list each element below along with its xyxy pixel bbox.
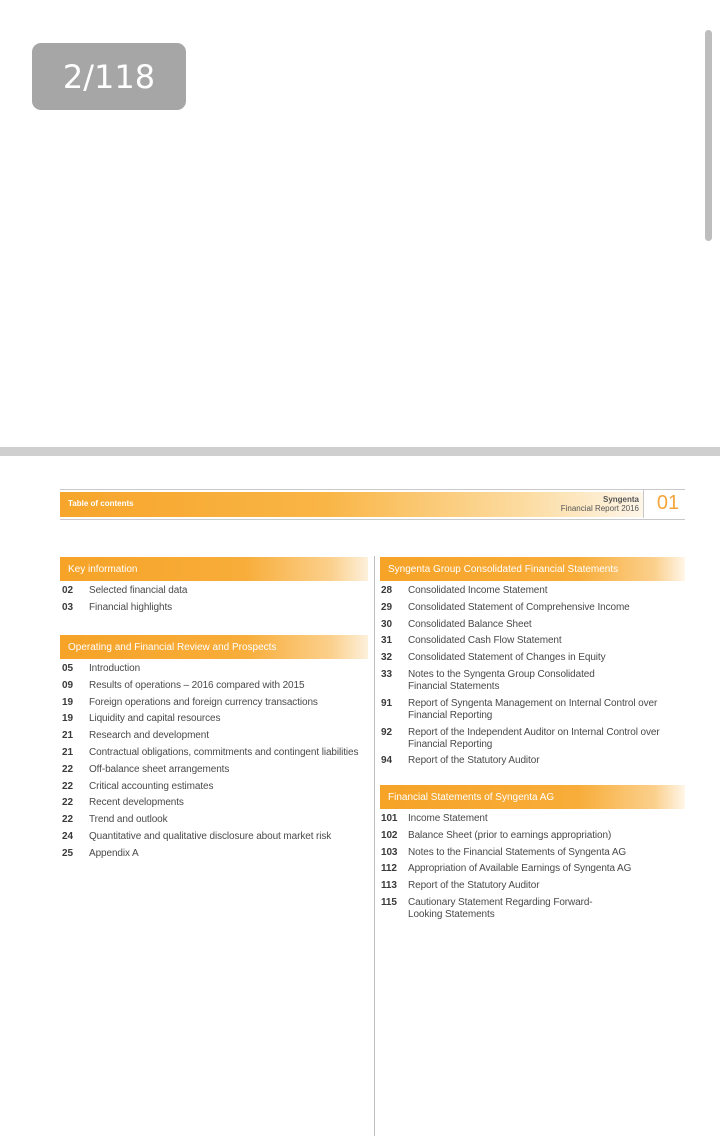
toc-entry[interactable] [381,727,681,751]
toc-entry[interactable] [381,813,681,825]
header-top-rule [60,489,685,490]
toc-page: 31 [381,635,392,647]
toc-entry[interactable] [62,730,372,742]
toc-title: Foreign operations and foreign currency transactions [89,696,318,708]
toc-title: Introduction [89,663,141,674]
toc-entry[interactable] [62,602,370,614]
toc-title: Report of the Independent Auditor on Internal Control over Financial Reporting [408,726,660,750]
toc-entry[interactable] [381,755,681,767]
toc-entry[interactable] [62,585,370,597]
toc-entry[interactable] [62,747,372,759]
toc-title: Report of the Statutory Auditor [408,880,540,892]
toc-page: 102 [381,829,398,841]
toc-title: Selected financial data [89,585,188,596]
section-title: Syngenta Group Consolidated Financial Statements [388,563,619,575]
toc-page: 02 [62,585,73,596]
toc-page: 25 [62,847,73,859]
toc-title: Notes to the Financial Statements of Syngenta AG [408,846,627,858]
toc-entry[interactable] [381,652,681,664]
header-divider [643,490,644,518]
toc-title: Consolidated Statement of Changes in Equity [408,652,606,664]
page-counter: 2/118 [32,43,186,110]
toc-entry[interactable] [381,698,681,722]
header-page-number: 01 [656,492,680,514]
page-separator [0,447,720,456]
toc-page: 113 [381,880,397,892]
toc-entry[interactable] [62,797,372,809]
toc-page: 24 [62,830,73,842]
section-title: Operating and Financial Review and Prospects [68,641,277,653]
toc-title: Trend and outlook [89,814,168,826]
toc-entry[interactable] [62,814,372,826]
toc-entry[interactable] [62,697,372,709]
toc-page: 21 [62,730,73,742]
toc-page: 30 [381,618,392,630]
toc-title: Balance Sheet (prior to earnings appropriation) [408,829,612,841]
toc-title: Notes to the Syngenta Group Consolidated Financial Statements [408,668,595,692]
toc-entry[interactable] [381,830,681,842]
toc-page: 92 [381,726,392,738]
toc-title: Contractual obligations, commitments and contingent liabilities [89,746,359,758]
toc-entry[interactable] [62,781,372,793]
brand-subtitle: Financial Report 2016 [560,504,639,513]
toc-page: 22 [62,780,73,792]
toc-page: 28 [381,585,392,596]
toc-title: Consolidated Cash Flow Statement [408,635,562,647]
toc-entry[interactable] [381,619,681,631]
toc-entry[interactable] [381,863,681,875]
brand-name: Syngenta [602,495,639,504]
toc-page: 21 [62,746,73,758]
toc-title: Report of Syngenta Management on Internal Control over Financial Reporting [408,697,658,721]
toc-list-syngenta-ag [381,813,681,926]
toc-title: Consolidated Income Statement [408,585,548,596]
toc-title: Consolidated Balance Sheet [408,618,532,630]
column-divider [374,556,375,1136]
toc-title: Appendix A [89,847,139,859]
toc-title: Cautionary Statement Regarding Forward- Looking Statements [408,896,593,920]
toc-entry[interactable] [62,764,372,776]
toc-entry[interactable] [381,880,681,892]
toc-entry[interactable] [381,847,681,859]
toc-title: Consolidated Statement of Comprehensive Income [408,601,630,613]
toc-page: 22 [62,814,73,826]
toc-title: Recent developments [89,797,184,809]
toc-title: Critical accounting estimates [89,780,214,792]
toc-page: 19 [62,696,73,708]
toc-page: 22 [62,797,73,809]
toc-title: Report of the Statutory Auditor [408,755,540,767]
toc-entry[interactable] [381,602,681,614]
section-operating-review [60,635,368,659]
toc-page: 94 [381,755,392,767]
toc-page: 91 [381,697,392,709]
section-title: Financial Statements of Syngenta AG [388,791,555,803]
toc-title: Appropriation of Available Earnings of Syngenta AG [408,863,632,875]
document-page [0,456,720,1136]
toc-title: Financial highlights [89,601,173,613]
header-band [60,492,643,517]
section-key-information [60,557,368,581]
toc-entry[interactable] [381,635,681,647]
header-bottom-rule [60,519,685,520]
toc-entry[interactable] [62,680,372,692]
toc-page: 22 [62,763,73,775]
toc-page: 103 [381,846,398,858]
toc-entry[interactable] [62,831,372,843]
toc-page: 101 [381,813,398,824]
section-title: Key information [68,563,138,575]
toc-page: 33 [381,668,392,680]
toc-page: 09 [62,679,73,691]
toc-page: 115 [381,896,397,908]
toc-title: Liquidity and capital resources [89,713,221,725]
toc-page: 32 [381,652,392,664]
toc-page: 05 [62,663,73,674]
toc-entry[interactable] [62,848,372,860]
toc-list-group-consolidated [381,585,681,772]
toc-page: 19 [62,713,73,725]
toc-entry[interactable] [62,713,372,725]
toc-list-operating-review [62,663,372,865]
toc-title: Income Statement [408,813,488,824]
toc-title: Quantitative and qualitative disclosure about market risk [89,830,332,842]
toc-entry[interactable] [381,585,681,597]
toc-page: 03 [62,601,73,613]
toc-page: 112 [381,863,397,875]
section-syngenta-ag [380,785,685,809]
toc-title: Research and development [89,730,209,742]
toc-title: Off-balance sheet arrangements [89,763,230,775]
toc-entry[interactable] [62,663,372,675]
toc-title: Results of operations – 2016 compared with 2015 [89,679,305,691]
scrollbar-thumb[interactable] [705,30,712,241]
toc-list-key-information [62,585,370,619]
header-brand [561,495,639,513]
header-band-label: Table of contents [68,499,134,508]
toc-entry[interactable] [381,669,681,693]
toc-entry[interactable] [381,897,681,921]
section-group-consolidated [380,557,685,581]
toc-page: 29 [381,601,392,613]
